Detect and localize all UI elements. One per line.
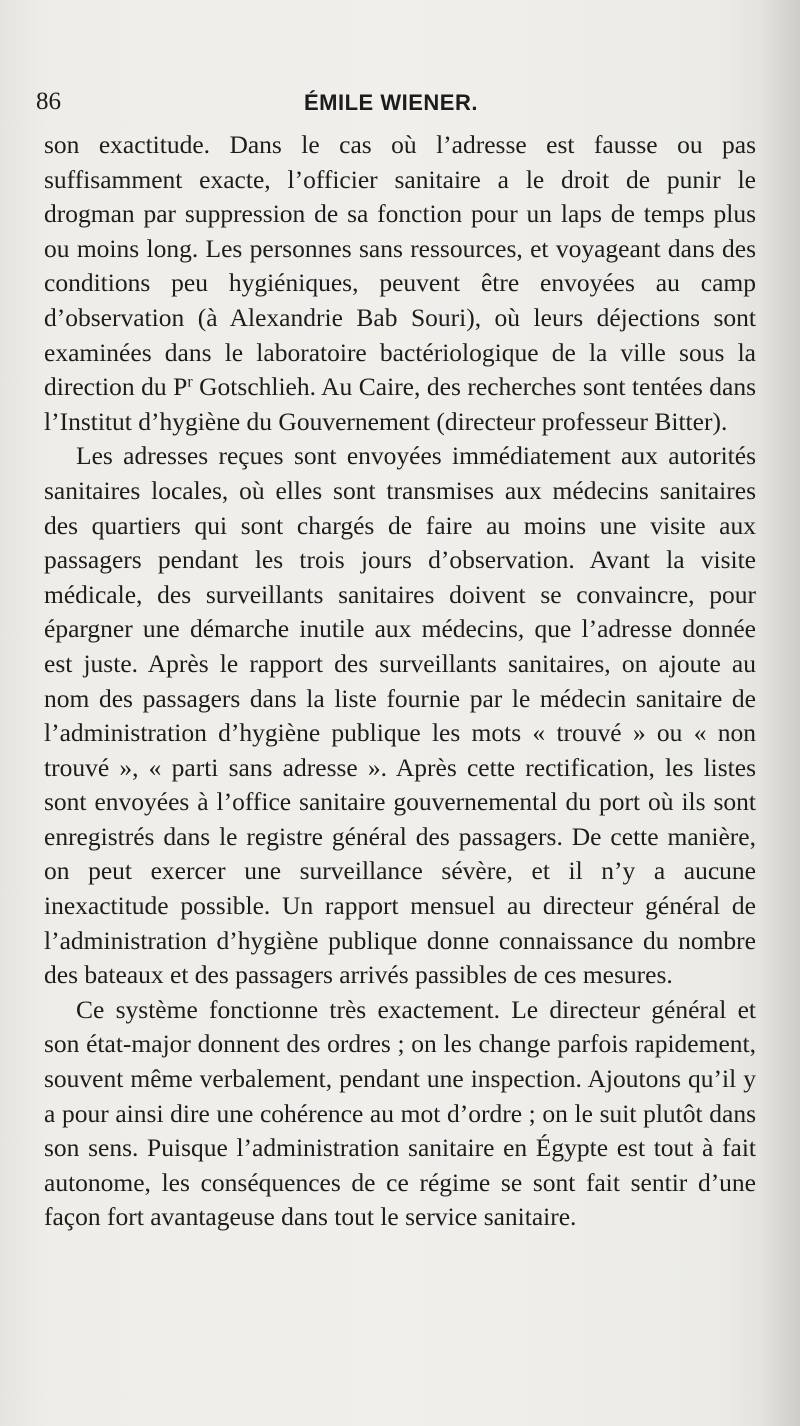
body-text — [44, 128, 756, 1235]
page-edge-shadow — [760, 0, 800, 1426]
page-number: 86 — [36, 88, 61, 115]
running-title: ÉMILE WIENER. — [304, 90, 478, 115]
paragraph-1-text: son exactitude. Dans le cas où l’adresse est fausse ou pas suffisamment exacte, l’officier sanitaire a le droit de punir le drogman par suppression de sa fonction pour un laps de temps plus ou moins long. Les personnes sans ressources, et voyageant dans des conditions peu hygiéniques, peuvent être envoyées au camp d’observation (à Alexandrie Bab Souri), où leurs déjections sont examinées dans le laboratoire bactériologique de la ville sous la direction du P — [44, 130, 756, 402]
paragraph-3: Ce système fonctionne très exactement. Le directeur général et son état-major donnent des ordres ; on les change parfois rapidement, souvent même verbalement, pendant une inspection. Ajoutons qu’il y a pour ainsi dire une cohérence au mot d’ordre ; on le suit plutôt dans son sens. Puisque l’administration sanitaire en Égypte est tout à fait autonome, les conséquences de ce régime se sont fait sentir d’une façon fort avantageuse dans tout le service sanitaire. — [44, 994, 756, 1232]
paragraph-2: Les adresses reçues sont envoyées immédiatement aux autorités sanitaires locales, où elles sont transmises aux médecins sanitaires des quartiers qui sont chargés de faire au moins une visite aux passagers pendant les trois jours d’observation. Avant la visite médicale, des surveillants sanitaires doivent se convaincre, pour épargner une démarche inutile aux médecins, que l’adresse donnée est juste. Après le rapport des surveillants sanitaires, on ajoute au nom des passagers dans la liste fournie par le médecin sanitaire de l’administration d’hygiène publique les mots « trouvé » ou « non trouvé », « parti sans adresse ». Après cette rectification, les listes sont envoyées à l’office sanitaire gouvernemental du port où ils sont enregistrés dans le registre général des passagers. De cette manière, on peut exercer une surveillance sévère, et il n’y a aucune inexactitude possible. Un rapport mensuel au directeur général de l’administration d’hygiène publique donne connaissance du nombre des bateaux et des passagers arrivés passibles de ces mesures. — [44, 441, 756, 990]
running-head — [36, 84, 760, 120]
paragraph-1-text-continued: Gotschlieh. Au Caire, des recherches sont tentées dans l’Institut d’hygiène du Gouvernement (directeur professeur Bitter). — [44, 372, 756, 436]
paragraph-1 — [44, 128, 756, 439]
professor-abbreviation-superscript: r — [187, 373, 193, 391]
